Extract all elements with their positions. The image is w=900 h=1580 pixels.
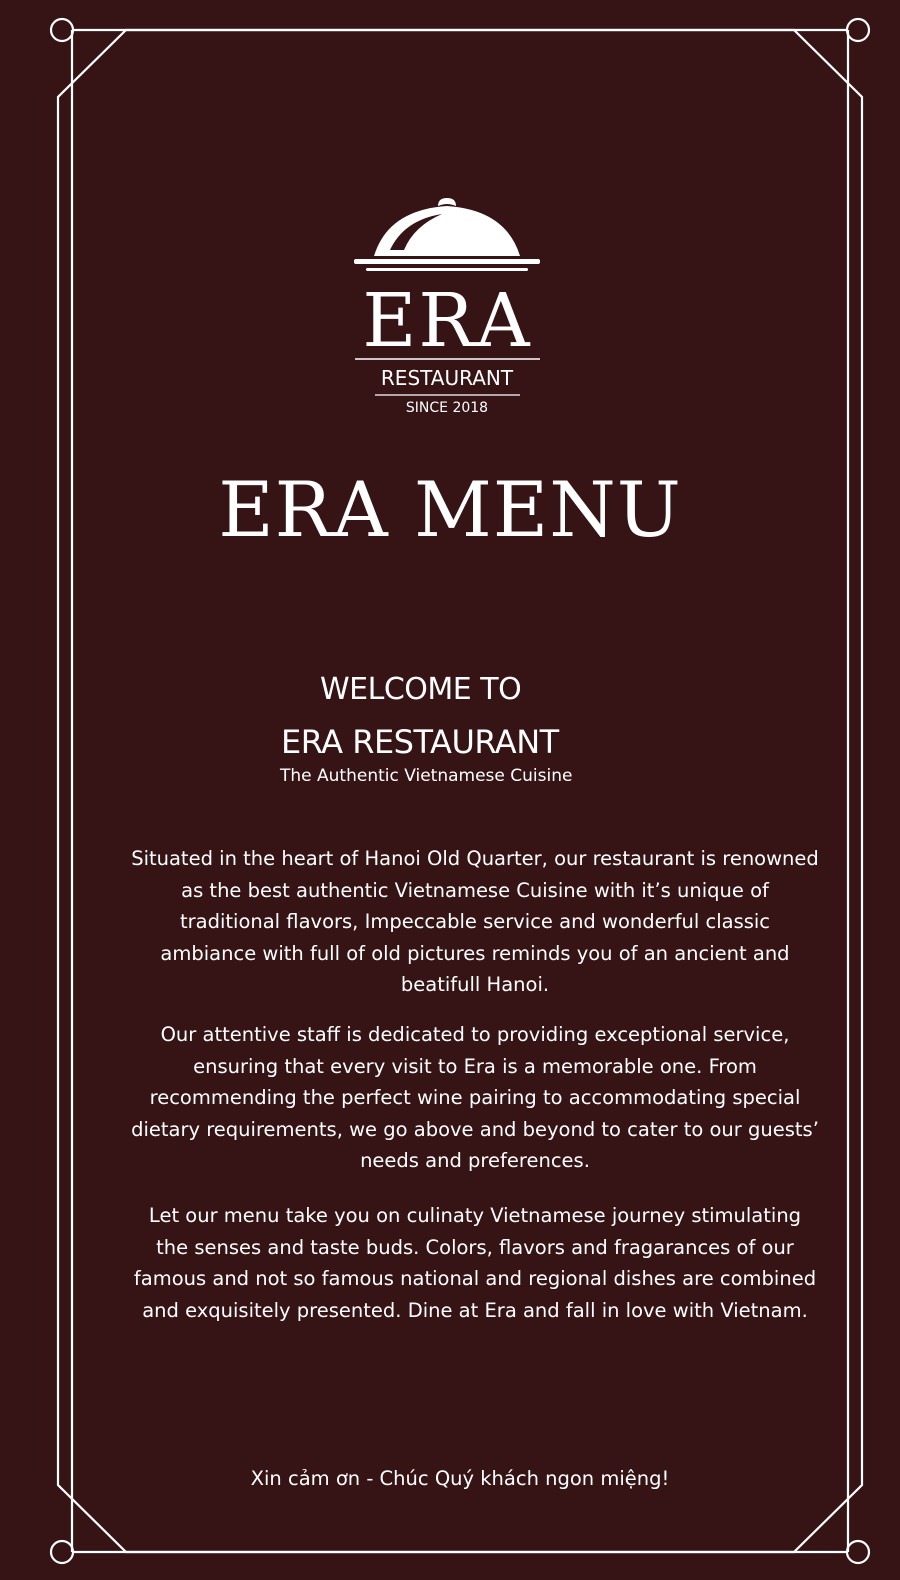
logo-since: SINCE 2018	[405, 400, 489, 416]
welcome-line-2: ERA RESTAURANT	[281, 723, 559, 761]
logo-restaurant: RESTAURANT	[380, 366, 514, 390]
logo-brand: ERA	[362, 278, 532, 364]
intro-paragraph-1: Situated in the heart of Hanoi Old Quarter, our restaurant is renowned as the best authentic Vietnamese Cuisine with it’s unique of traditional flavors, Impeccable service and wonderful classic ambiance with full of old pictures reminds you of an ancient and beatifull Hanoi.	[131, 847, 819, 996]
welcome-line-1: WELCOME TO	[320, 672, 522, 707]
menu-title: ERA MENU	[218, 465, 682, 554]
era-restaurant-logo	[330, 196, 570, 426]
welcome-tagline: The Authentic Vietnamese Cuisine	[280, 766, 573, 786]
intro-paragraph-3: Let our menu take you on culinaty Vietnamese journey stimulating the senses and taste buds. Colors, flavors and fragarances of our famous and not so famous national and regional dishes are combined and exquisitely presented. Dine at Era and fall in love with Vietnam.	[133, 1204, 817, 1322]
closing-message: Xin cảm ơn - Chúc Quý khách ngon miệng!	[250, 1467, 670, 1490]
intro-paragraph-2: Our attentive staff is dedicated to providing exceptional service, ensuring that every visit to Era is a memorable one. From recommending the perfect wine pairing to accommodating special dietary requirements, we go above and beyond to cater to our guests’ needs and preferences.	[131, 1023, 819, 1172]
cloche-icon	[354, 198, 540, 271]
